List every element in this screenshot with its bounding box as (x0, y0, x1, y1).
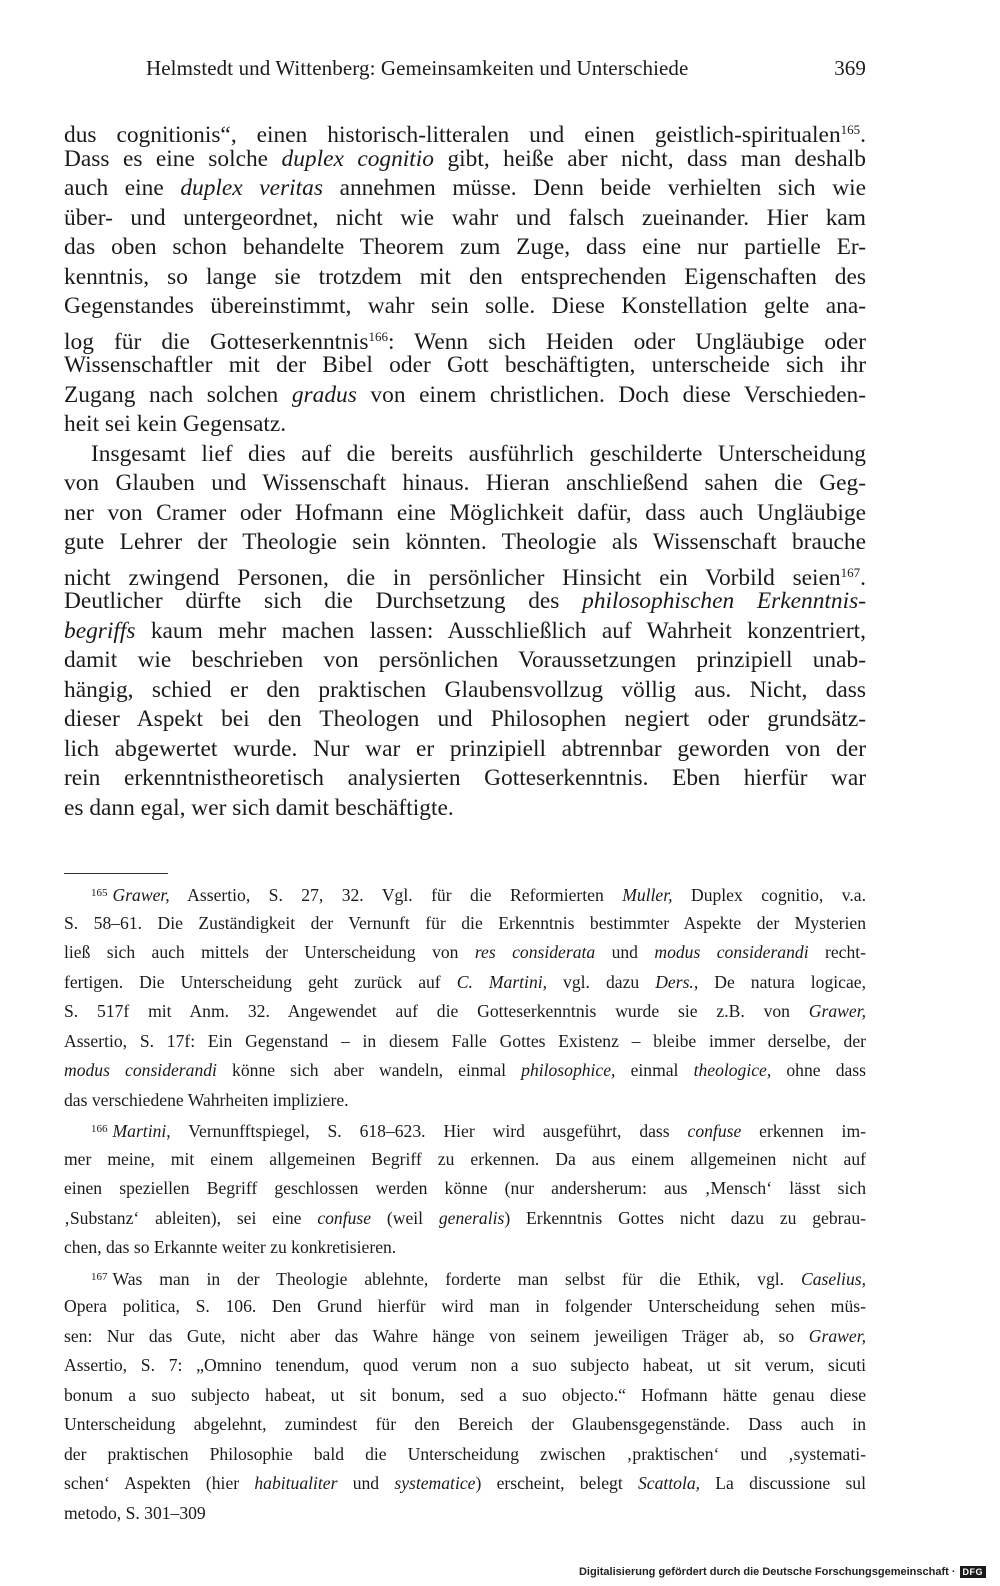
footnote-line: der praktischen Philosophie bald die Unterscheidung zwischen ‚praktischen‘ und ‚systemati- (64, 1443, 866, 1464)
text-line: dus cognitionis“, einen historisch-litteralen und einen geistlich-spiritualen$^{165}$. (64, 122, 866, 148)
footnote-line: metodo, S. 301–309 (64, 1502, 206, 1523)
text-line: log für die Gotteserkenntnis$^{166}$: Wenn sich Heiden oder Ungläubige oder (64, 328, 866, 355)
text-line: hängig, schied er den praktischen Glaubensvollzug völlig aus. Nicht, dass (64, 676, 866, 703)
footnote-167: $^{167}$ Was man in der Theologie ablehnte, forderte man selbst für die Ethik, vgl. Caselius, (91, 1268, 866, 1289)
text-line: auch eine duplex veritas annehmen müsse. Denn beide verhielten sich wie (64, 175, 866, 201)
text-line: über- und untergeordnet, nicht wie wahr und falsch zueinander. Hier kam (64, 204, 866, 231)
text-line: es dann egal, wer sich damit beschäftigte. (64, 794, 454, 821)
footnote-line: schen‘ Aspekten (hier habitualiter und systematice) erscheint, belegt Scattola, La discussione sul (64, 1473, 866, 1493)
running-header (146, 56, 866, 86)
footnote-ref-167: 167 (840, 564, 861, 580)
text-line: Zugang nach solchen gradus von einem christlichen. Doch diese Verschieden- (64, 381, 866, 408)
text-line: von Glauben und Wissenschaft hinaus. Hieran anschließend sahen die Geg- (64, 470, 866, 496)
footnote-line: sen: Nur das Gute, nicht aber das Wahre hänge von seinem jeweiligen Träger ab, so Grawer, (64, 1325, 866, 1346)
text-line: Wissenschaftler mit der Bibel oder Gott beschäftigten, unterscheide sich ihr (64, 352, 866, 378)
footnote-line: S. 58–61. Die Zuständigkeit der Vernunft für die Erkenntnis bestimmter Aspekte der Mysterien (64, 912, 866, 933)
footnotes (64, 882, 866, 1531)
footnote-line: chen, das so Erkannte weiter zu konkretisieren. (64, 1237, 397, 1257)
footnote-line: Assertio, S. 17f: Ein Gegenstand – in diesem Falle Gottes Existenz – bleibe immer derselbe, der (64, 1030, 866, 1051)
footnote-line: ‚Substanz‘ ableiten), sei eine confuse (weil generalis) Erkenntnis Gottes nicht dazu zu gebrau- (64, 1207, 866, 1228)
text-line: heit sei kein Gegensatz. (64, 411, 287, 437)
footnote-separator (64, 873, 168, 874)
text-line: rein erkenntnistheoretisch analysierten Gotteserkenntnis. Eben hierfür war (64, 765, 866, 791)
dfg-logo: DFG (960, 1566, 987, 1578)
text-line: Deutlicher dürfte sich die Durchsetzung des philosophischen Erkenntnis- (64, 588, 866, 614)
footer-text: Digitalisierung gefördert durch die Deutsche Forschungsgemeinschaft · (578, 1566, 956, 1578)
text-line: damit wie beschrieben von persönlichen Voraussetzungen prinzipiell unab- (64, 647, 866, 673)
footnote-ref-166: 166 (368, 328, 388, 344)
text-line: ner von Cramer oder Hofmann eine Möglichkeit dafür, dass auch Ungläubige (64, 499, 866, 526)
text-line: begriffs kaum mehr machen lassen: Ausschließlich auf Wahrheit konzentriert, (64, 617, 866, 644)
text-line: Dass es eine solche duplex cognitio gibt, heiße aber nicht, dass man deshalb (64, 145, 866, 172)
running-title: Helmstedt und Wittenberg: Gemeinsamkeiten und Unterschiede (146, 56, 689, 80)
text-line: nicht zwingend Personen, die in persönlicher Hinsicht ein Vorbild seien$^{167}$. (64, 564, 866, 591)
footnote-line: das verschiedene Wahrheiten impliziere. (64, 1089, 349, 1110)
footnote-line: modus considerandi könne sich aber wandeln, einmal philosophice, einmal theologice, ohne dass (64, 1060, 866, 1080)
footnote-line: ließ sich auch mittels der Unterscheidung von res considerata und modus considerandi recht- (64, 942, 867, 962)
footnote-line: Opera politica, S. 106. Den Grund hierfür wird man in folgender Unterscheidung sehen müs- (64, 1296, 866, 1316)
footnote-line: S. 517f mit Anm. 32. Angewendet auf die Gotteserkenntnis wurde sie z.B. von Grawer, (64, 1001, 866, 1021)
footnote-line: Unterscheidung abgelehnt, zumindest für den Bereich der Glaubensgegenstände. Dass auch in (64, 1414, 866, 1434)
footnote-166: $^{166}$ Martini, Vernunfftspiegel, S. 618–623. Hier wird ausgeführt, dass confuse erkennen im- (91, 1121, 866, 1141)
footnote-line: fertigen. Die Unterscheidung geht zurück auf C. Martini, vgl. dazu Ders., De natura logicae, (64, 971, 866, 992)
footnote-line: mer meine, mit einem allgemeinen Begriff zu erkennen. Da aus einem allgemeinen nicht auf (64, 1148, 866, 1169)
footnote-line: Assertio, S. 7: „Omnino tenendum, quod verum non a suo subjecto habeat, ut sit verum, sicuti (64, 1355, 866, 1375)
digitization-footer (579, 1564, 986, 1580)
text-line: das oben schon behandelte Theorem zum Zuge, dass eine nur partielle Er- (64, 234, 866, 260)
text-line: lich abgewertet wurde. Nur war er prinzipiell abtrennbar geworden von der (64, 735, 866, 762)
footnote-line: einen speziellen Begriff geschlossen werden könne (nur andersherum: aus ‚Mensch‘ lässt sich (64, 1178, 866, 1198)
footnote-165: $^{165}$ Grawer, Assertio, S. 27, 32. Vgl. für die Reformierten Muller, Duplex cognitio, v.a. (91, 885, 866, 905)
footnote-line: bonum a suo subjecto habeat, ut sit bonum, sed a suo objecto.“ Hofmann hätte genau diese (64, 1384, 866, 1405)
text-line: Gegenstandes übereinstimmt, wahr sein solle. Diese Konstellation gelte ana- (64, 293, 866, 319)
footnote-ref-165: 165 (840, 122, 861, 137)
page-number: 369 (834, 56, 866, 80)
text-line: Insgesamt lief dies auf die bereits ausführlich geschilderte Unterscheidung (91, 440, 866, 467)
text-line: dieser Aspekt bei den Theologen und Philosophen negiert oder grundsätz- (64, 706, 866, 732)
text-line: gute Lehrer der Theologie sein könnten. Theologie als Wissenschaft brauche (64, 529, 866, 555)
main-text (64, 115, 866, 823)
text-line: kenntnis, so lange sie trotzdem mit den entsprechenden Eigenschaften des (64, 263, 866, 290)
